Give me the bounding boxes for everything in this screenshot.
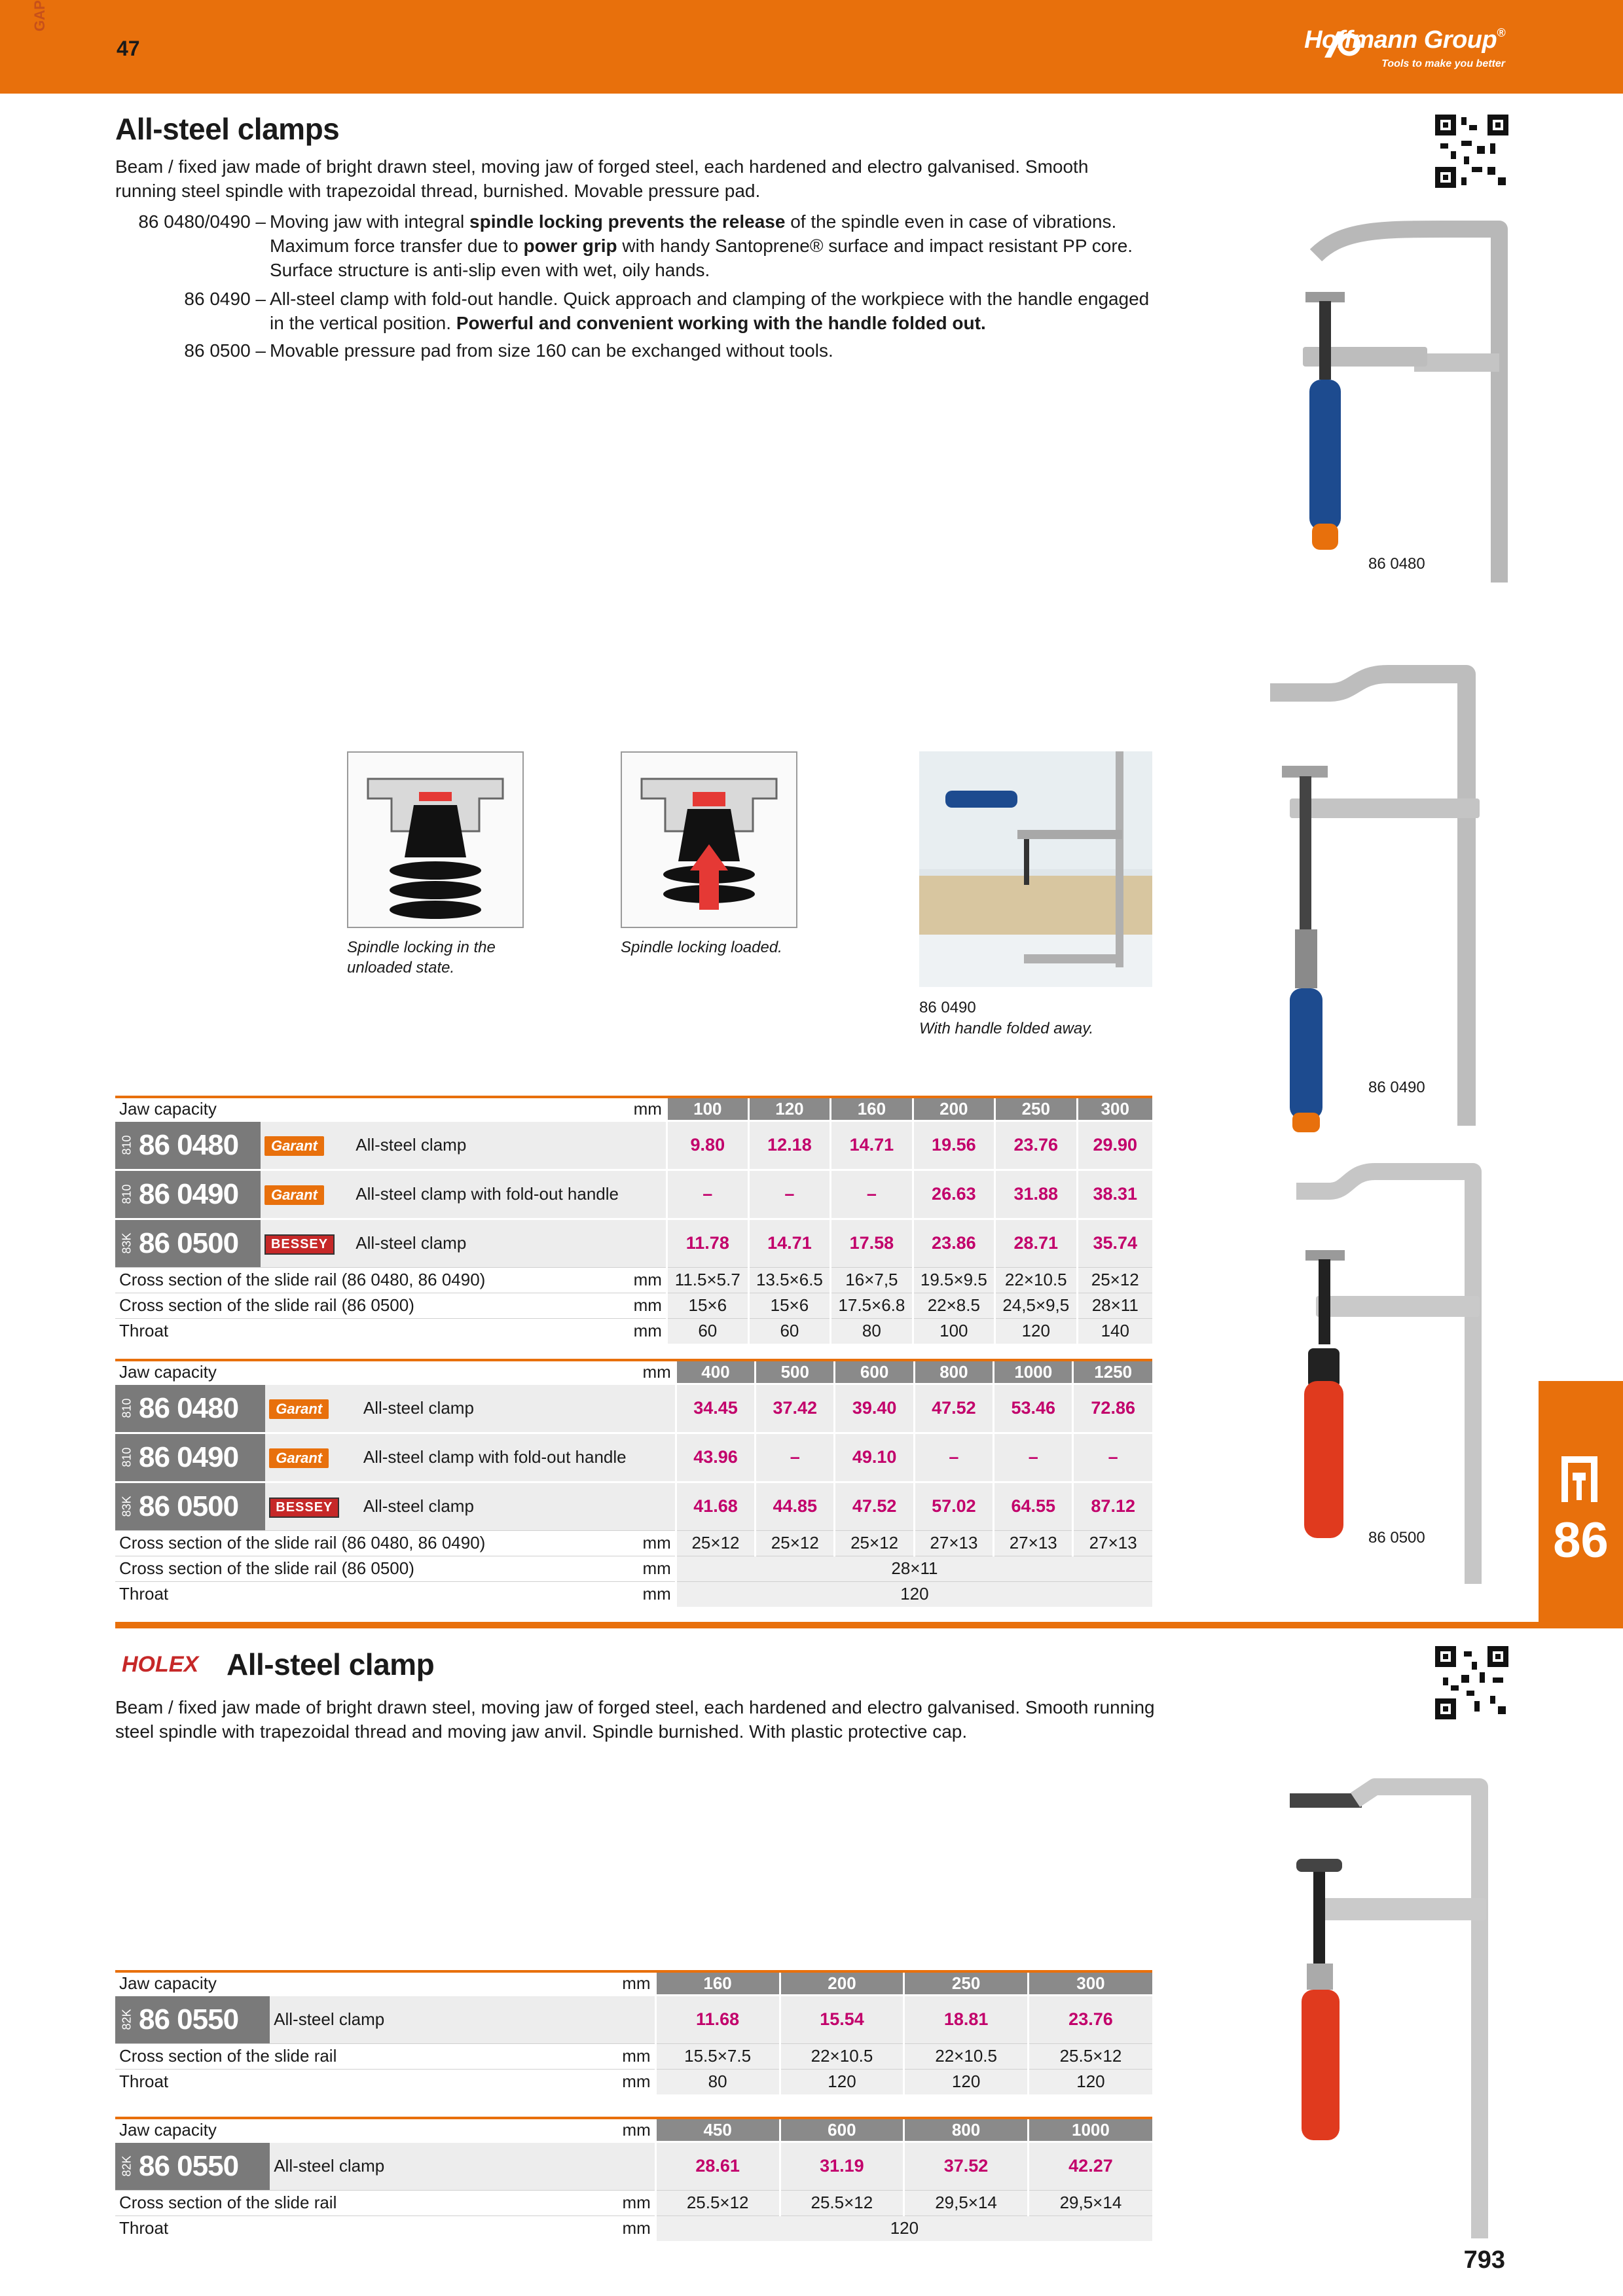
price-cell: 31.19 — [780, 2142, 904, 2190]
bessey-logo: BESSEY — [264, 1234, 335, 1255]
table-row[interactable] — [115, 1995, 1152, 2043]
price-cell: 11.68 — [655, 1995, 780, 2043]
spec-row — [115, 1318, 1152, 1344]
unit-cell: mm — [639, 1530, 676, 1556]
description-cell: All-steel clamp — [359, 1384, 639, 1433]
price-cell: 35.74 — [1077, 1219, 1152, 1267]
article-number[interactable]: 86 0490 — [139, 1177, 239, 1210]
unit-cell: mm — [630, 1293, 667, 1318]
price-cell: 44.85 — [756, 1482, 835, 1530]
price-cell: – — [666, 1170, 748, 1219]
spec-label: Cross section of the slide rail (86 0480, 86 0490) — [115, 1267, 630, 1293]
spec-value: 17.5×6.8 — [831, 1293, 913, 1318]
article-number-cell[interactable] — [115, 1121, 261, 1170]
spec-value: 29,5×14 — [904, 2190, 1029, 2215]
unit-cell: mm — [619, 2118, 656, 2142]
price-cell: 31.88 — [995, 1170, 1077, 1219]
price-cell: 28.71 — [995, 1219, 1077, 1267]
article-number-cell[interactable] — [115, 1384, 265, 1433]
garant-logo: Garant — [264, 1185, 324, 1205]
table-header-row — [115, 1097, 1152, 1121]
spec-value: 25×12 — [676, 1530, 755, 1556]
bessey-logo: BESSEY — [269, 1498, 339, 1518]
spec-value: 120 — [780, 2069, 904, 2094]
size-cell: 200 — [913, 1097, 994, 1121]
spec-value: 19.5×9.5 — [913, 1267, 994, 1293]
spec-row — [115, 2043, 1152, 2069]
spec-label: Cross section of the slide rail (86 0500) — [115, 1556, 639, 1581]
garant-logo: Garant — [269, 1399, 329, 1419]
price-cell: – — [748, 1170, 830, 1219]
size-cell: 250 — [995, 1097, 1077, 1121]
qr-code-icon[interactable] — [1435, 115, 1508, 188]
spec-value: 140 — [1077, 1318, 1152, 1344]
feature-code: 86 0490 – — [184, 289, 266, 309]
spec-value: 28×11 — [1077, 1293, 1152, 1318]
feature-text-part: Moving jaw with integral — [270, 211, 470, 232]
spec-value: 25.5×12 — [655, 2190, 780, 2215]
product-label: 86 0500 — [1368, 1529, 1425, 1547]
group-code: 810 — [120, 1398, 134, 1418]
group-code: 810 — [120, 1447, 134, 1467]
price-cell: 12.18 — [748, 1121, 830, 1170]
figure-caption: Spindle locking loaded. — [621, 939, 782, 956]
spec-row — [115, 1530, 1152, 1556]
article-number[interactable]: 86 0550 — [139, 2149, 239, 2182]
size-cell: 250 — [904, 1971, 1029, 1995]
feature-list — [0, 209, 1178, 367]
header-label: Jaw capacity — [115, 1971, 618, 1995]
holex-logo: HOLEX — [122, 1652, 199, 1677]
table-row[interactable] — [115, 1384, 1152, 1433]
spec-label: Cross section of the slide rail — [115, 2190, 619, 2215]
size-cell: 450 — [655, 2118, 780, 2142]
size-cell: 300 — [1028, 1971, 1152, 1995]
table-row[interactable] — [115, 1433, 1152, 1482]
spec-value: 60 — [748, 1318, 830, 1344]
spec-value: 25.5×12 — [1028, 2043, 1152, 2069]
brand-cell — [261, 1170, 352, 1219]
feature-text-bold: spindle locking prevents the release — [469, 211, 786, 232]
size-cell: 800 — [914, 1360, 993, 1384]
feature-code: 86 0500 – — [184, 340, 266, 361]
table-row[interactable] — [115, 2142, 1152, 2190]
spec-value: 24,5×9,5 — [995, 1293, 1077, 1318]
spec-value: 100 — [913, 1318, 994, 1344]
price-cell: – — [994, 1433, 1073, 1482]
size-cell: 1000 — [1028, 2118, 1152, 2142]
clamp-chapter-icon — [1558, 1453, 1604, 1505]
table-header-row — [115, 1971, 1152, 1995]
chapter-tab[interactable] — [1539, 1381, 1623, 1623]
price-cell: 34.45 — [676, 1384, 755, 1433]
size-cell: 1000 — [994, 1360, 1073, 1384]
price-cell: – — [914, 1433, 993, 1482]
spec-label: Cross section of the slide rail — [115, 2043, 618, 2069]
article-number-cell[interactable] — [115, 1170, 261, 1219]
spec-value: 22×10.5 — [904, 2043, 1029, 2069]
price-cell: 43.96 — [676, 1433, 755, 1482]
unit-cell: mm — [639, 1360, 676, 1384]
group-code: 810 — [120, 1135, 134, 1155]
garant-logo: Garant — [269, 1448, 329, 1468]
price-cell: 42.27 — [1028, 2142, 1152, 2190]
price-cell: 47.52 — [914, 1384, 993, 1433]
clamp-in-use-photo — [919, 751, 1152, 987]
spec-value: 15.5×7.5 — [655, 2043, 780, 2069]
page-section-number: 47 — [117, 37, 140, 60]
spec-value: 15×6 — [666, 1293, 748, 1318]
size-cell: 160 — [831, 1097, 913, 1121]
group-code: 82K — [120, 2009, 134, 2030]
article-number[interactable]: 86 0500 — [139, 1490, 239, 1522]
spec-label: Throat — [115, 2215, 619, 2241]
spindle-unloaded-figure — [347, 751, 524, 928]
price-cell: 57.02 — [914, 1482, 993, 1530]
price-cell: 87.12 — [1073, 1482, 1152, 1530]
description-cell: All-steel clamp — [352, 1121, 629, 1170]
figure-caption: Spindle locking in the unloaded state. — [347, 939, 496, 977]
price-cell: 9.80 — [666, 1121, 748, 1170]
section-intro: Beam / fixed jaw made of bright drawn steel, moving jaw of forged steel, each hardened and electro galvanised. Smooth running steel spindle with trapezoidal thread and moving jaw anvil. Spindle burnished. With plastic protective cap. — [115, 1697, 1155, 1742]
unit-cell: mm — [630, 1097, 667, 1121]
description-cell: All-steel clamp — [270, 1995, 618, 2043]
unit-cell: mm — [639, 1556, 676, 1581]
price-cell: 53.46 — [994, 1384, 1073, 1433]
size-cell: 160 — [655, 1971, 780, 1995]
feature-text — [270, 287, 1160, 335]
feature-code: 86 0480/0490 – — [138, 211, 266, 232]
price-cell: 23.86 — [913, 1219, 994, 1267]
spec-value: 120 — [904, 2069, 1029, 2094]
unit-cell: mm — [619, 2215, 656, 2241]
group-code: 82K — [120, 2155, 134, 2177]
brand-block — [1304, 26, 1505, 70]
price-cell: 15.54 — [780, 1995, 904, 2043]
description-cell: All-steel clamp with fold-out handle — [352, 1170, 629, 1219]
price-cell: – — [831, 1170, 913, 1219]
spec-value: 13.5×6.5 — [748, 1267, 830, 1293]
header-label: Jaw capacity — [115, 1097, 630, 1121]
brand-cell — [261, 1219, 352, 1267]
price-cell: 49.10 — [835, 1433, 914, 1482]
brand-cell — [265, 1433, 359, 1482]
size-cell: 800 — [904, 2118, 1029, 2142]
spec-value: 80 — [831, 1318, 913, 1344]
size-cell: 120 — [748, 1097, 830, 1121]
price-cell: 17.58 — [831, 1219, 913, 1267]
price-cell: 72.86 — [1073, 1384, 1152, 1433]
article-number[interactable]: 86 0500 — [139, 1227, 239, 1259]
price-cell: 37.52 — [904, 2142, 1029, 2190]
spec-row — [115, 2069, 1152, 2094]
brand-name: Hoffmann Group — [1304, 26, 1497, 54]
section-title: All-steel clamps — [115, 112, 340, 146]
feature-text — [270, 209, 1160, 282]
article-number[interactable]: 86 0490 — [139, 1441, 239, 1473]
spec-value: 16×7,5 — [831, 1267, 913, 1293]
spec-row — [115, 1267, 1152, 1293]
spindle-loaded-figure — [621, 751, 797, 928]
spec-value: 60 — [666, 1318, 748, 1344]
spec-value-merged: 120 — [655, 2215, 1152, 2241]
size-cell: 600 — [835, 1360, 914, 1384]
spec-value: 120 — [1028, 2069, 1152, 2094]
spec-row — [115, 2215, 1152, 2241]
spec-value: 22×10.5 — [995, 1267, 1077, 1293]
unit-cell: mm — [618, 1971, 655, 1995]
spec-value-merged: 120 — [676, 1581, 1152, 1607]
price-table-3 — [115, 1970, 1152, 2094]
brand-cell — [265, 1384, 359, 1433]
spec-label: Throat — [115, 1581, 639, 1607]
size-cell: 500 — [756, 1360, 835, 1384]
unit-cell: mm — [639, 1581, 676, 1607]
description-cell: All-steel clamp — [270, 2142, 618, 2190]
price-cell: – — [1073, 1433, 1152, 1482]
size-cell: 200 — [780, 1971, 904, 1995]
clamp-860490-image — [1257, 661, 1506, 1139]
spec-value: 25×12 — [1077, 1267, 1152, 1293]
spec-value: 25×12 — [835, 1530, 914, 1556]
table-row[interactable] — [115, 1219, 1152, 1267]
brand-tagline: Tools to make you better — [1381, 58, 1505, 69]
spec-row — [115, 1293, 1152, 1318]
price-cell: 37.42 — [756, 1384, 835, 1433]
price-cell: 14.71 — [748, 1219, 830, 1267]
price-table-2 — [115, 1359, 1152, 1607]
price-cell: 19.56 — [913, 1121, 994, 1170]
qr-code-icon[interactable] — [1435, 1646, 1508, 1719]
spec-value: 11.5×5.7 — [666, 1267, 748, 1293]
feature-text-bold: power grip — [523, 236, 617, 256]
price-cell: 28.61 — [655, 2142, 780, 2190]
spec-value-merged: 28×11 — [676, 1556, 1152, 1581]
clamp-860500-image — [1290, 1158, 1499, 1590]
size-cell: 100 — [666, 1097, 748, 1121]
product-label: 86 0480 — [1368, 555, 1425, 573]
price-cell: 38.31 — [1077, 1170, 1152, 1219]
feature-text-part: with handy Santoprene® surface and impact resistant PP core. Surface structure is anti-slip even with wet, oily hands. — [270, 236, 1133, 280]
price-cell: 41.68 — [676, 1482, 755, 1530]
group-code: 83K — [120, 1232, 134, 1254]
header-label: Jaw capacity — [115, 1360, 639, 1384]
section-title: All-steel clamp — [227, 1647, 435, 1681]
side-code: GAP — [31, 0, 48, 31]
page-number: 793 — [1463, 2246, 1505, 2274]
table-row[interactable] — [115, 1170, 1152, 1219]
spec-label: Throat — [115, 2069, 618, 2094]
spec-value: 27×13 — [994, 1530, 1073, 1556]
brand-mark: ® — [1497, 26, 1505, 39]
table-header-row — [115, 2118, 1152, 2142]
article-number[interactable]: 86 0480 — [139, 1391, 239, 1424]
table-row[interactable] — [115, 1482, 1152, 1530]
article-number-cell[interactable] — [115, 1219, 261, 1267]
spec-label: Cross section of the slide rail (86 0500) — [115, 1293, 630, 1318]
chapter-number: 86 — [1553, 1513, 1609, 1568]
spec-value: 22×8.5 — [913, 1293, 994, 1318]
spec-value: 120 — [995, 1318, 1077, 1344]
feature-text-part: of the spindle even in case of vibrations. Maximum force transfer due to — [270, 211, 1117, 256]
price-cell: 23.76 — [995, 1121, 1077, 1170]
spec-row — [115, 2190, 1152, 2215]
spec-value: 15×6 — [748, 1293, 830, 1318]
feature-text-part: All-steel clamp with fold-out handle. Quick approach and clamping of the workpiece with the handle engaged in the vertical position. — [270, 289, 1150, 333]
size-cell: 600 — [780, 2118, 904, 2142]
size-cell: 1250 — [1073, 1360, 1152, 1384]
product-label: 86 0490 — [1368, 1079, 1425, 1096]
group-code: 810 — [120, 1184, 134, 1204]
garant-logo: Garant — [264, 1136, 324, 1156]
article-number-cell[interactable] — [115, 2142, 270, 2190]
group-code: 83K — [120, 1496, 134, 1517]
clamp-860550-image — [1283, 1767, 1506, 2245]
article-number-cell[interactable] — [115, 1433, 265, 1482]
unit-cell: mm — [618, 2043, 655, 2069]
price-cell: 18.81 — [904, 1995, 1029, 2043]
table-row[interactable] — [115, 1121, 1152, 1170]
price-cell: 11.78 — [666, 1219, 748, 1267]
spec-value: 25.5×12 — [780, 2190, 904, 2215]
price-cell: – — [756, 1433, 835, 1482]
description-cell: All-steel clamp — [352, 1219, 629, 1267]
feature-text-bold: Powerful and convenient working with the handle folded out. — [456, 313, 986, 333]
article-number-cell[interactable] — [115, 1995, 270, 2043]
spec-label: Cross section of the slide rail (86 0480, 86 0490) — [115, 1530, 639, 1556]
spec-value: 29,5×14 — [1028, 2190, 1152, 2215]
price-cell: 39.40 — [835, 1384, 914, 1433]
price-cell: 47.52 — [835, 1482, 914, 1530]
spec-row — [115, 1581, 1152, 1607]
spec-value: 27×13 — [1073, 1530, 1152, 1556]
spec-row — [115, 1556, 1152, 1581]
spec-value: 22×10.5 — [780, 2043, 904, 2069]
spec-label: Throat — [115, 1318, 630, 1344]
price-table-1 — [115, 1096, 1152, 1344]
figure-caption: With handle folded away. — [919, 1020, 1094, 1037]
spec-value: 25×12 — [756, 1530, 835, 1556]
spec-value: 27×13 — [914, 1530, 993, 1556]
unit-cell: mm — [630, 1267, 667, 1293]
spec-value: 80 — [655, 2069, 780, 2094]
price-cell: 64.55 — [994, 1482, 1073, 1530]
unit-cell: mm — [618, 2069, 655, 2094]
price-cell: 14.71 — [831, 1121, 913, 1170]
table-header-row — [115, 1360, 1152, 1384]
description-cell: All-steel clamp — [359, 1482, 639, 1530]
price-cell: 29.90 — [1077, 1121, 1152, 1170]
price-cell: 26.63 — [913, 1170, 994, 1219]
unit-cell: mm — [619, 2190, 656, 2215]
price-cell: 23.76 — [1028, 1995, 1152, 2043]
article-number[interactable]: 86 0480 — [139, 1128, 239, 1161]
article-number-cell[interactable] — [115, 1482, 265, 1530]
header-label: Jaw capacity — [115, 2118, 619, 2142]
section-intro: Beam / fixed jaw made of bright drawn steel, moving jaw of forged steel, each hardened and electro galvanised. Smooth running steel spindle with trapezoidal thread, burnished. Movable pressure pad. — [115, 156, 1089, 201]
unit-cell: mm — [630, 1318, 667, 1344]
size-cell: 300 — [1077, 1097, 1152, 1121]
description-cell: All-steel clamp with fold-out handle — [359, 1433, 639, 1482]
figure-caption-code: 86 0490 — [919, 999, 976, 1016]
feature-text: Movable pressure pad from size 160 can be exchanged without tools. — [270, 340, 833, 361]
section-divider — [115, 1622, 1623, 1628]
price-table-4 — [115, 2117, 1152, 2241]
size-cell: 400 — [676, 1360, 755, 1384]
article-number[interactable]: 86 0550 — [139, 2003, 239, 2036]
brand-cell — [265, 1482, 359, 1530]
header-bar — [0, 0, 1623, 94]
brand-cell — [261, 1121, 352, 1170]
